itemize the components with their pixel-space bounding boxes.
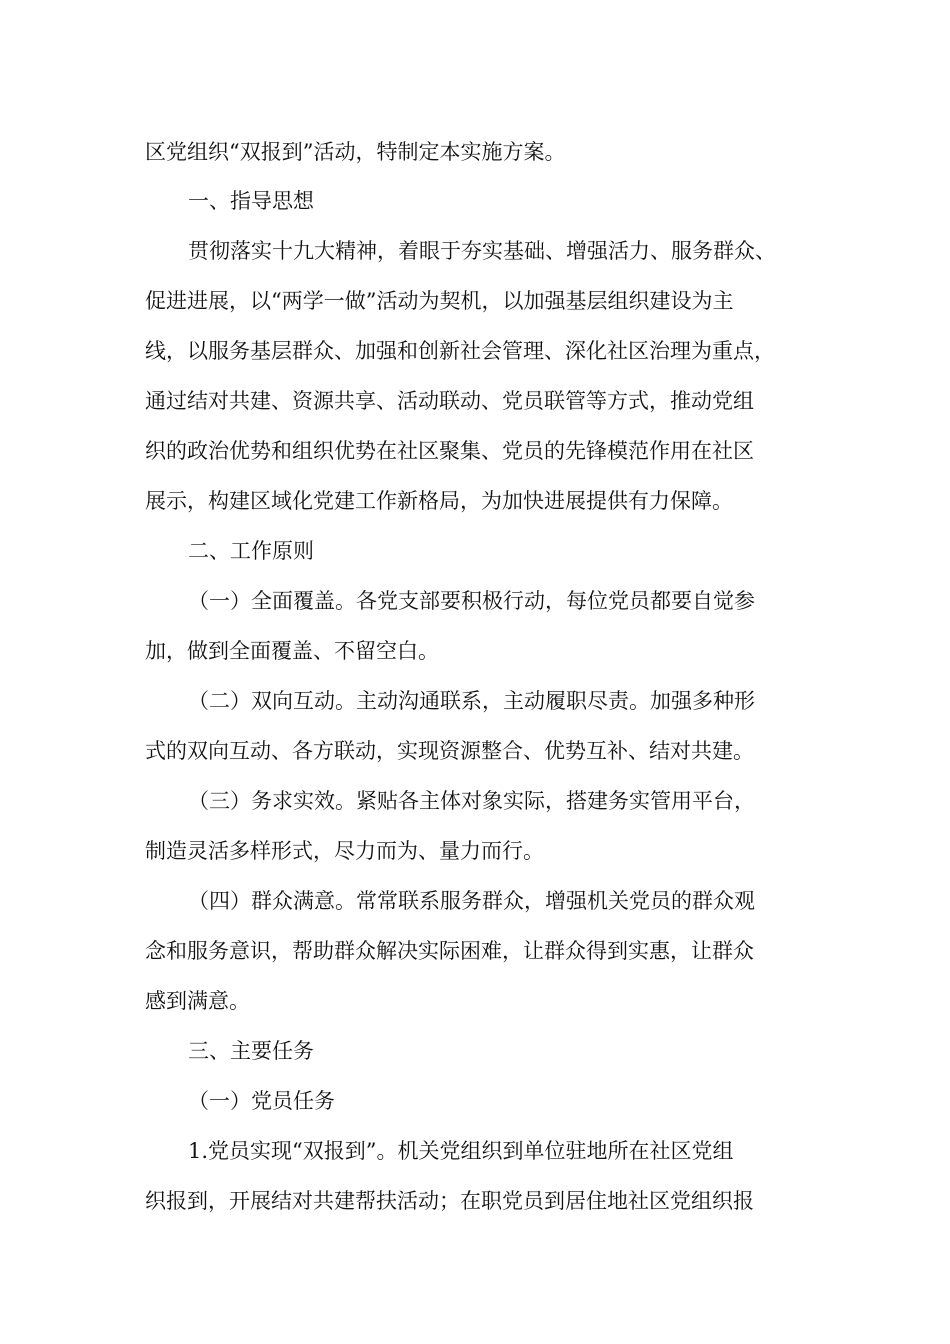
paragraph-line: 织的政治优势和组织优势在社区聚集、党员的先锋模范作用在社区 <box>145 439 754 463</box>
paragraph-line: 式的双向互动、各方联动，实现资源整合、优势互补、结对共建。 <box>145 739 754 763</box>
paragraph-line: （二）双向互动。主动沟通联系，主动履职尽责。加强多种形 <box>188 689 755 713</box>
paragraph-line: （四）群众满意。常常联系服务群众，增强机关党员的群众观 <box>188 889 755 913</box>
paragraph-line: 感到满意。 <box>145 989 250 1013</box>
paragraph-line: 展示，构建区域化党建工作新格局，为加快进展提供有力保障。 <box>145 489 733 513</box>
section-heading: 一、指导思想 <box>188 189 314 213</box>
paragraph-line: 区党组织“双报到”活动，特制定本实施方案。 <box>145 140 566 164</box>
paragraph-line: 线，以服务基层群众、加强和创新社会管理、深化社区治理为重点， <box>145 339 775 363</box>
section-heading: 二、工作原则 <box>188 539 314 563</box>
paragraph-line: （三）务求实效。紧贴各主体对象实际，搭建务实管用平台， <box>188 789 755 813</box>
paragraph-line: 促进进展，以“两学一做”活动为契机，以加强基层组织建设为主 <box>145 289 734 313</box>
section-heading: 三、主要任务 <box>188 1039 314 1063</box>
paragraph-line: 通过结对共建、资源共享、活动联动、党员联管等方式，推动党组 <box>145 389 754 413</box>
paragraph-line: （一）全面覆盖。各党支部要积极行动，每位党员都要自觉参 <box>188 589 755 613</box>
subsection-heading: （一）党员任务 <box>188 1089 335 1113</box>
paragraph-line: 制造灵活多样形式，尽力而为、量力而行。 <box>145 839 544 863</box>
paragraph-line: 加，做到全面覆盖、不留空白。 <box>145 639 439 663</box>
paragraph-line: 念和服务意识，帮助群众解决实际困难，让群众得到实惠，让群众 <box>145 939 754 963</box>
paragraph-line: 织报到，开展结对共建帮扶活动；在职党员到居住地社区党组织报 <box>145 1189 754 1213</box>
paragraph-line: 1.党员实现“双报到”。机关党组织到单位驻地所在社区党组 <box>188 1139 734 1163</box>
paragraph-line: 贯彻落实十九大精神，着眼于夯实基础、增强活力、服务群众、 <box>188 239 776 263</box>
